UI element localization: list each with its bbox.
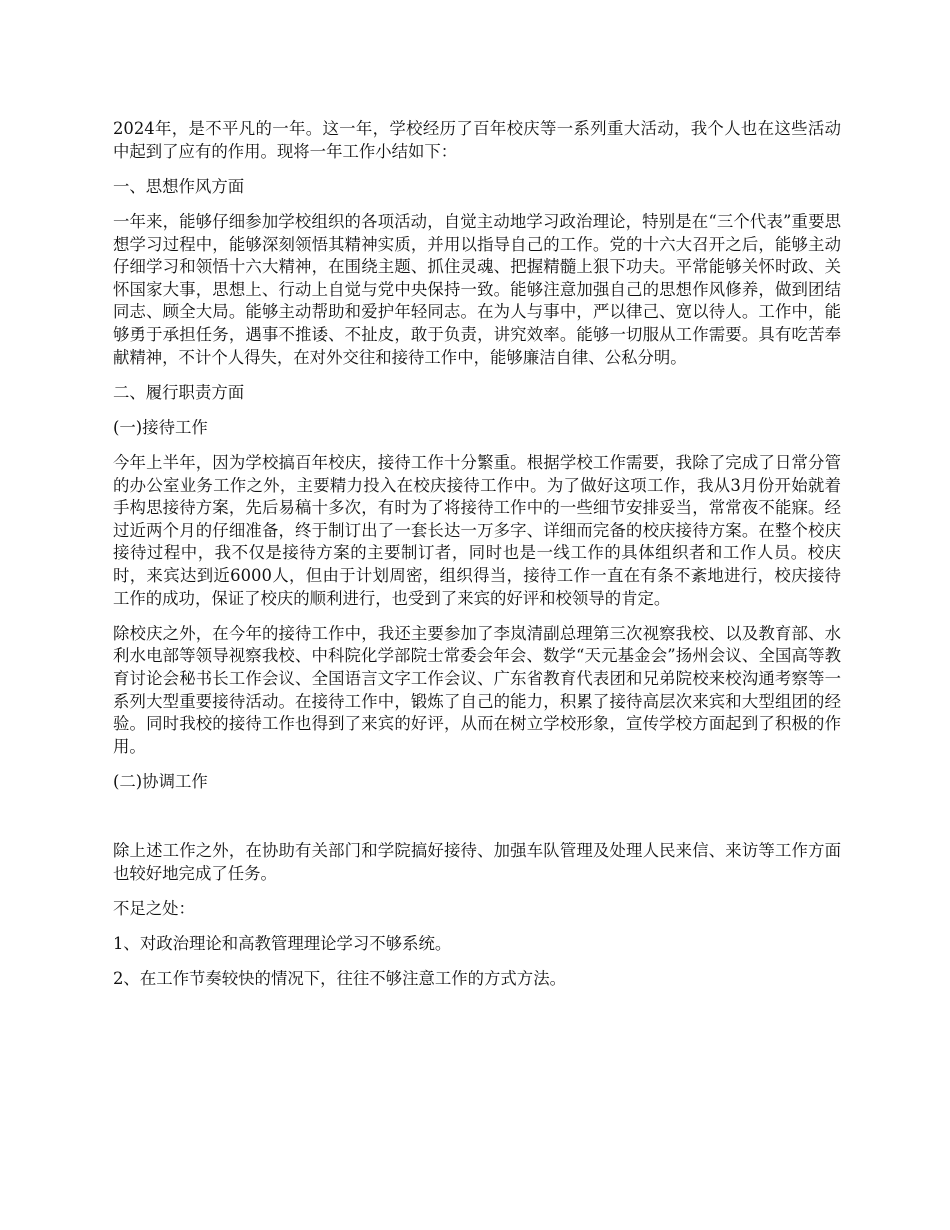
shortcoming-item-1: 1、对政治理论和高教管理理论学习不够系统。: [113, 934, 452, 954]
ideology-paragraph: 一年来，能够仔细参加学校组织的各项活动，自觉主动地学习政治理论，特别是在“三个代表”重要思想学习过程中，能够深刻领悟其精神实质，并用以指导自己的工作。党的十六大召开之后，能够主动仔细学习和领悟十六大精神，在围绕主题、抓住灵魂、把握精髓上狠下功夫。平常能够关怀时政、关怀国家大事，思想上、行动上自觉与党中央保持一致。能够注意加强自己的思想作风修养，做到团结同志、顾全大局。能够主动帮助和爱护年轻同志。在为人与事中，严以律己、宽以待人。工作中，能够勇于承担任务，遇事不推诿、不扯皮，敢于负责，讲究效率。能够一切服从工作需要。具有吃苦奉献精神，不计个人得失，在对外交往和接待工作中，能够廉洁自律、公私分明。: [113, 211, 841, 367]
blank-gap: [113, 806, 841, 840]
reception-paragraph-1: 今年上半年，因为学校搞百年校庆，接待工作十分繁重。根据学校工作需要，我除了完成了日常分管的办公室业务工作之外，主要精力投入在校庆接待工作中。为了做好这项工作，我从3月份开始就着手构思接待方案，先后易稿十多次，有时为了将接待工作中的一些细节安排妥当，常常夜不能寐。经过近两个月的仔细准备，终于制订出了一套长达一万多字、详细而完备的校庆接待方案。在整个校庆接待过程中，我不仅是接待方案的主要制订者，同时也是一线工作的具体组织者和工作人员。校庆时，来宾达到近6000人，但由于计划周密，组织得当，接待工作一直在有条不紊地进行，校庆接待工作的成功，保证了校庆的顺利进行，也受到了来宾的好评和校领导的肯定。: [113, 453, 841, 608]
coordination-paragraph: 除上述工作之外，在协助有关部门和学院搞好接待、加强车队管理及处理人民来信、来访等工作方面也较好地完成了任务。: [113, 841, 841, 883]
section-heading-ideology: 一、思想作风方面: [113, 176, 245, 196]
section-heading-duties: 二、履行职责方面: [113, 382, 245, 402]
subheading-coordination: (二)协调工作: [113, 772, 208, 791]
reception-paragraph-2: 除校庆之外，在今年的接待工作中，我还主要参加了李岚清副总理第三次视察我校、以及教育部、水利水电部等领导视察我校、中科院化学部院士常委会年会、数学“天元基金会”扬州会议、全国高等教育讨论会秘书长工作会议、全国语言文字工作会议、广东省教育代表团和兄弟院校来校沟通考察等一系列大型重要接待活动。在接待工作中，锻炼了自己的能力，积累了接待高层次来宾和大型组团的经验。同时我校的接待工作也得到了来宾的好评，从而在树立学校形象，宣传学校方面起到了积极的作用。: [113, 623, 841, 756]
shortcoming-item-2: 2、在工作节奏较快的情况下，往往不够注意工作的方式方法。: [113, 969, 566, 989]
intro-paragraph: 2024年，是不平凡的一年。这一年，学校经历了百年校庆等一系列重大活动，我个人也在这些活动中起到了应有的作用。现将一年工作小结如下：: [113, 119, 841, 161]
shortcomings-heading: 不足之处：: [113, 898, 195, 918]
subheading-reception: (一)接待工作: [113, 417, 208, 437]
document-body: [113, 118, 841, 1004]
